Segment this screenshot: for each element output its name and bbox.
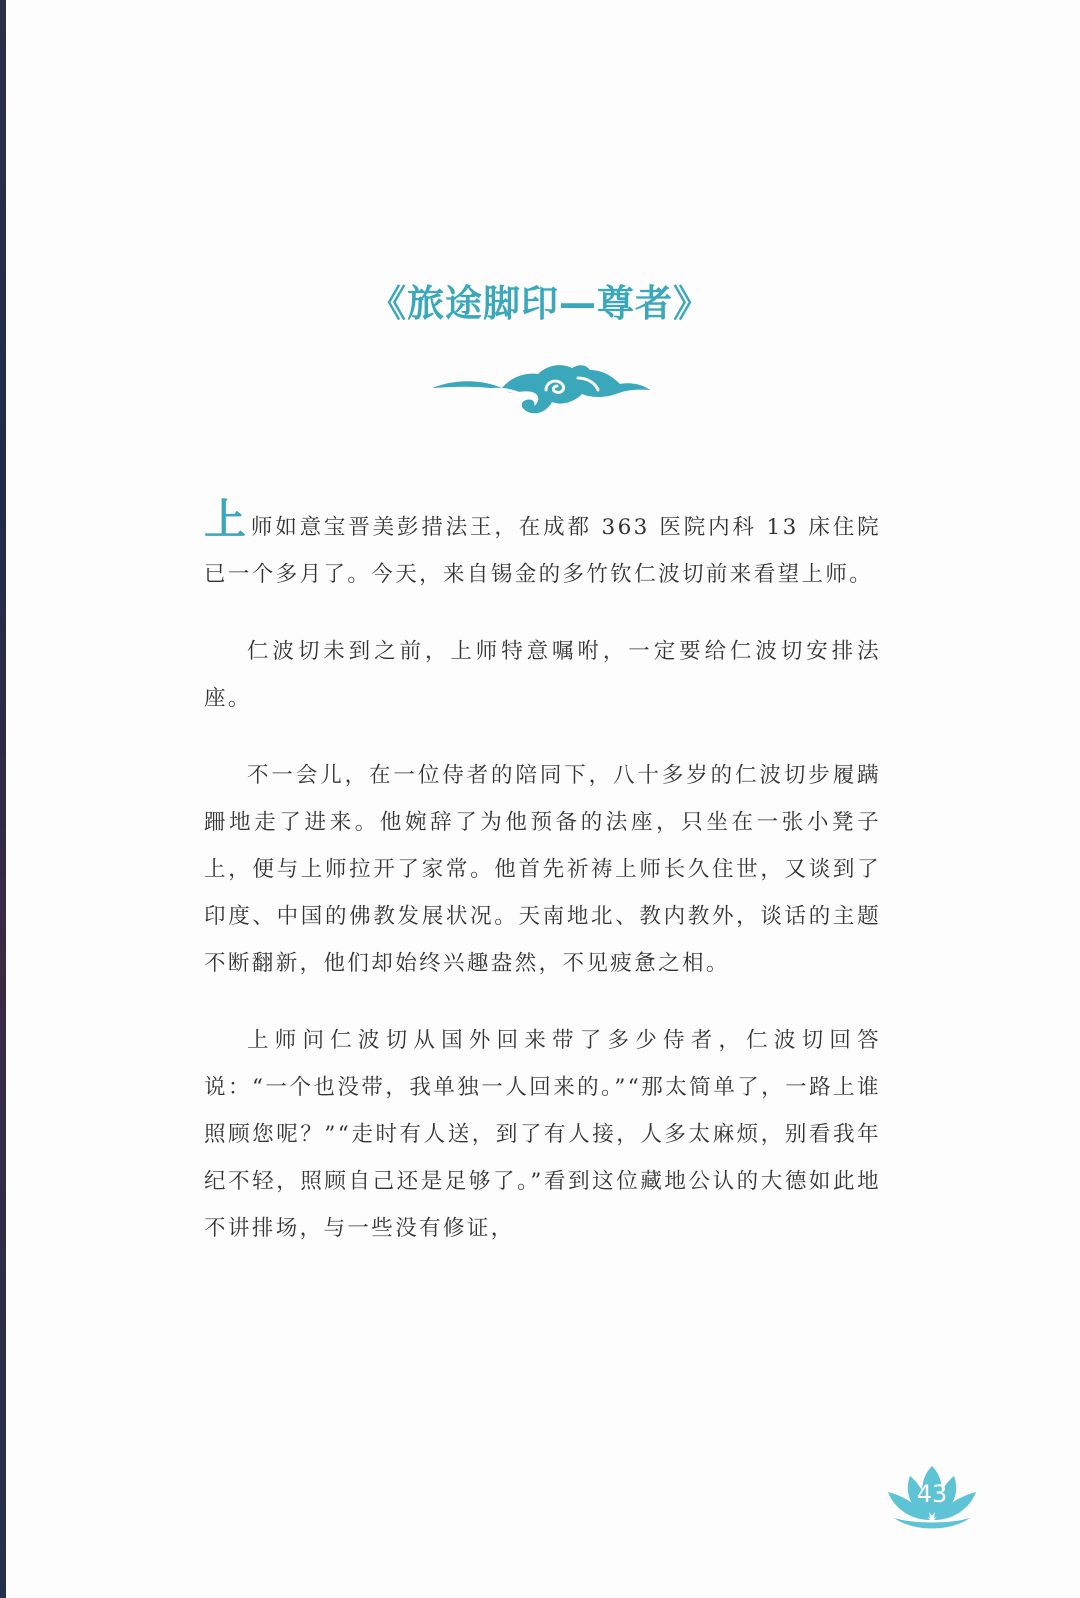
paragraph-4: 上师问仁波切从国外回来带了多少侍者，仁波切回答说：“一个也没带，我单独一人回来的。”“那太简单了，一路上谁照顾您呢？”“走时有人送，到了有人接，人多太麻烦，别看我年纪不轻，照顾自己还是足够了。”看到这位藏地公认的大德如此地不讲排场，与一些没有修证， — [204, 1028, 881, 1241]
paragraph-1-text: 师如意宝晋美彭措法王，在成都 363 医院内科 13 床住院已一个多月了。今天，来自锡金的多竹钦仁波切前来看望上师。 — [204, 515, 881, 587]
paragraph-3: 不一会儿，在一位侍者的陪同下，八十多岁的仁波切步履蹒跚地走了进来。他婉辞了为他预备的法座，只坐在一张小凳子上，便与上师拉开了家常。他首先祈祷上师长久住世，又谈到了印度、中国的佛教发展状况。天南地北、教内教外，谈话的主题不断翻新，他们却始终兴趣盎然，不见疲惫之相。 — [204, 763, 881, 976]
paragraph-1 — [204, 495, 881, 598]
article-body — [204, 495, 881, 1282]
page-number: 43 — [916, 1480, 948, 1508]
paragraph-2: 仁波切未到之前，上师特意嘱咐，一定要给仁波切安排法座。 — [204, 639, 881, 711]
page-number-badge — [880, 1458, 984, 1534]
auspicious-cloud-icon — [428, 358, 652, 422]
book-spine-edge — [0, 0, 6, 1598]
drop-cap: 上 — [204, 495, 249, 544]
chapter-title: 《旅途脚印—尊者》 — [369, 282, 711, 325]
